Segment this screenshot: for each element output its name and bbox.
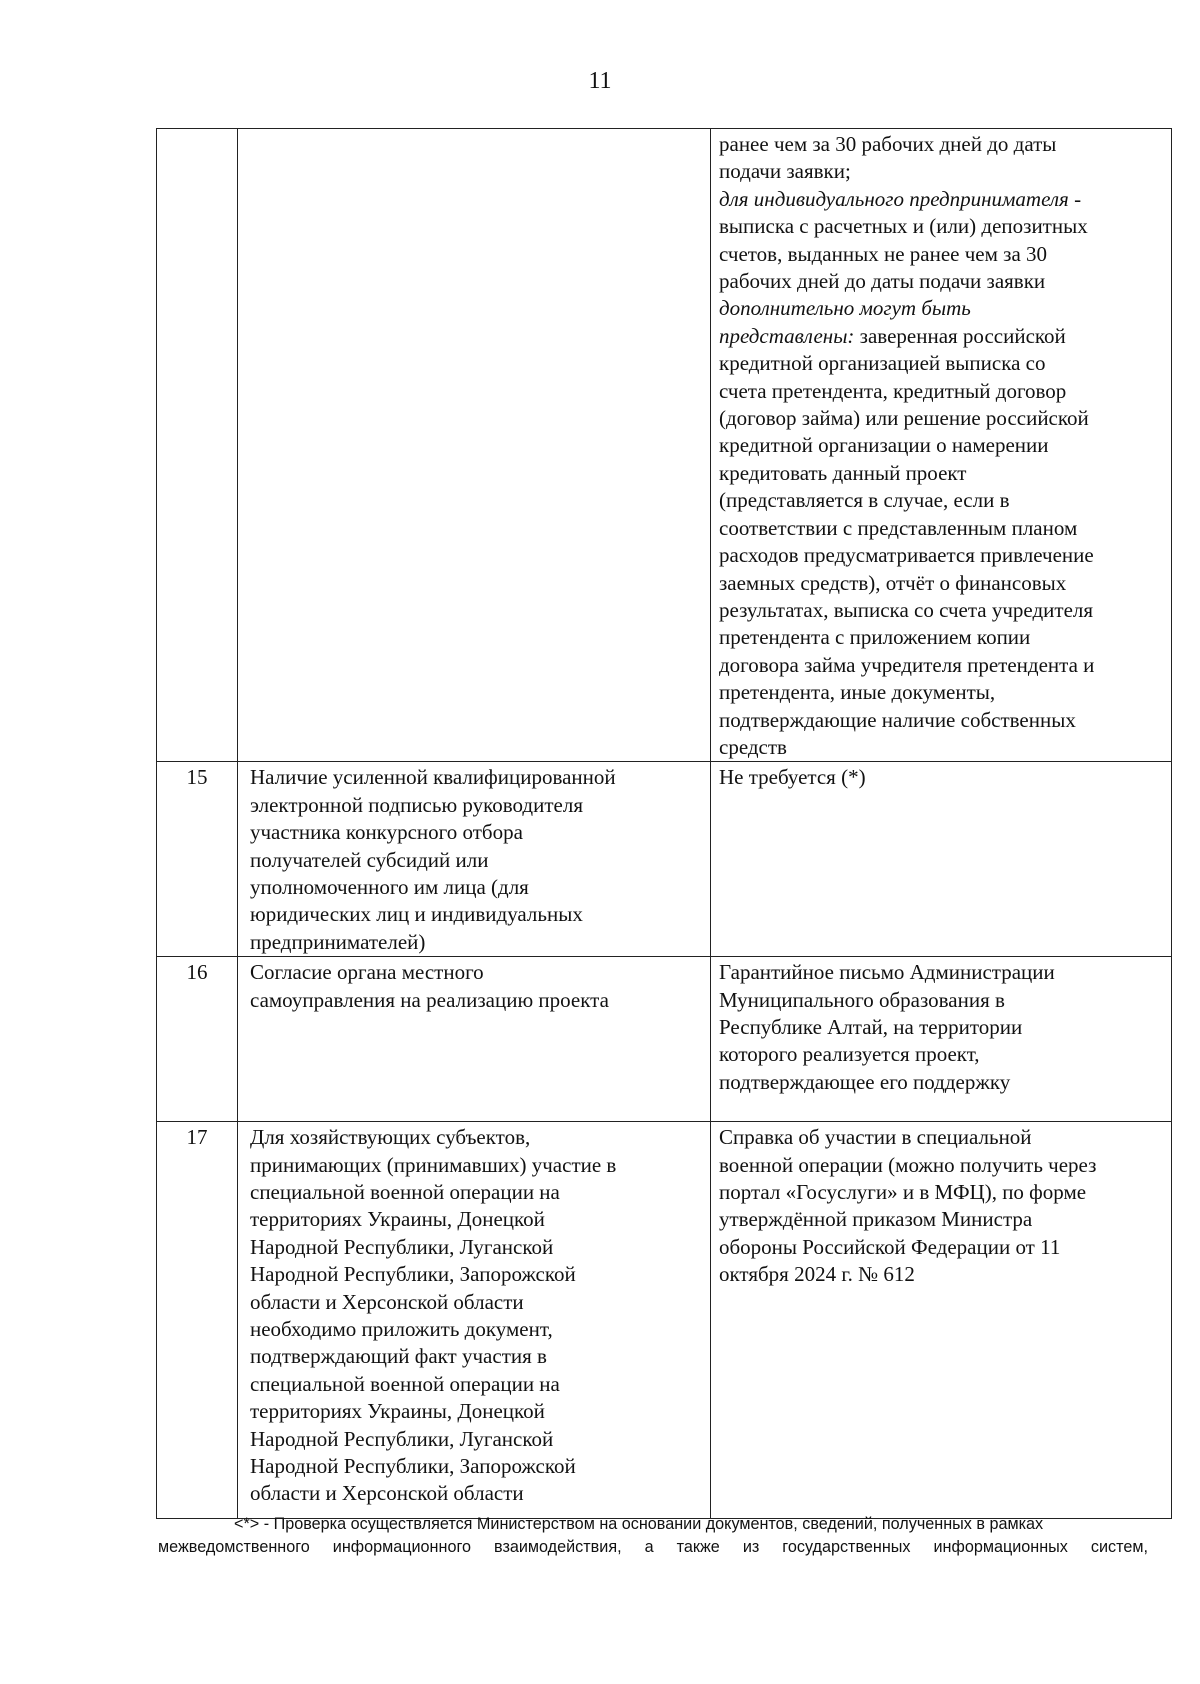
document-text-line [719, 295, 1171, 322]
document-text-line [719, 959, 1171, 986]
requirement-text-line: Для хозяйствующих субъектов, [250, 1125, 531, 1150]
row-number-cell: 15 [157, 762, 238, 957]
plain-text: соответствии с представленным планом [719, 515, 1078, 540]
table-row [157, 1122, 1172, 1519]
document-text-line [719, 323, 1171, 350]
plain-text: портал «Госуслуги» и в МФЦ), по форме [719, 1180, 1087, 1204]
document-text-line [719, 1069, 1171, 1096]
requirement-text-line: принимающих (принимавших) участие в [250, 1152, 617, 1177]
requirement-cell [238, 1122, 711, 1519]
row-number-cell: 17 [157, 1122, 238, 1519]
plain-text: кредитовать данный проект [719, 460, 967, 485]
plain-text: Справка об участии в специальной [719, 1125, 1032, 1150]
plain-text: (представляется в случае, если в [719, 488, 1010, 513]
document-text-line [719, 1234, 1171, 1261]
plain-text: подачи заявки; [719, 159, 851, 184]
document-text-line [719, 1041, 1171, 1068]
plain-text: (договор займа) или решение российской [719, 406, 1089, 431]
plain-text: рабочих дней до даты подачи заявки [719, 269, 1046, 294]
document-text-line [719, 1206, 1171, 1233]
requirement-text-line: юридических лиц и индивидуальных [250, 902, 583, 927]
document-text-line [719, 707, 1171, 734]
document-text-line [719, 597, 1171, 624]
document-text-line [719, 1124, 1171, 1151]
document-text-line [719, 213, 1171, 240]
requirement-text-line: Народной Республики, Луганской [250, 1234, 554, 1259]
requirements-table [156, 128, 1172, 1519]
document-text-line [719, 1261, 1171, 1288]
document-text-line [719, 241, 1171, 268]
plain-text: договора займа учредителя претендента и [719, 652, 1095, 677]
requirement-text-line: необходимо приложить документ, [250, 1317, 553, 1342]
requirement-cell [238, 129, 711, 762]
plain-text: которого реализуется проект, [719, 1042, 980, 1067]
row-number-cell [157, 129, 238, 762]
requirement-text-line: предпринимателей) [250, 929, 426, 954]
document-text-line [719, 158, 1171, 185]
plain-text: результатах, выписка со счета учредителя [719, 597, 1094, 622]
document-text-line [719, 268, 1171, 295]
requirement-cell [238, 957, 711, 1122]
document-text-line [719, 734, 1171, 761]
footnote [158, 1513, 1148, 1559]
plain-text: претендента, иные документы, [719, 680, 996, 705]
requirement-text-line: специальной военной операции на [250, 1371, 560, 1396]
document-cell [711, 957, 1172, 1122]
document-text-line [719, 460, 1171, 487]
document-text-line [719, 542, 1171, 569]
page-number: 11 [588, 68, 612, 94]
plain-text: счетов, выданных не ранее чем за 30 [719, 241, 1048, 266]
document-text-line [719, 624, 1171, 651]
requirement-text-line: электронной подписью руководителя [250, 792, 583, 817]
plain-text: выписка с расчетных и (или) депозитных [719, 214, 1088, 239]
document-text-line [719, 186, 1171, 213]
requirement-text-line: Согласие органа местного [250, 960, 484, 985]
requirement-text-line: области и Херсонской области [250, 1481, 524, 1506]
document-text-line [719, 570, 1171, 597]
plain-text: военной операции (можно получить через [719, 1152, 1097, 1177]
table-row [157, 129, 1172, 762]
plain-text: Гарантийное письмо Администрации [719, 960, 1055, 985]
document-text-line [719, 987, 1171, 1014]
document-text-line [719, 487, 1171, 514]
plain-text: октября 2024 г. № 612 [719, 1262, 915, 1287]
plain-text: утверждённой приказом Министра [719, 1207, 1033, 1232]
requirement-text-line: подтверждающий факт участия в [250, 1344, 547, 1369]
requirement-text-line: территориях Украины, Донецкой [250, 1207, 545, 1232]
document-text-line [719, 515, 1171, 542]
document-cell [711, 129, 1172, 762]
table-row [157, 957, 1172, 1122]
italic-text: представлены: [719, 323, 855, 348]
requirement-cell [238, 762, 711, 957]
plain-text: счета претендента, кредитный договор [719, 378, 1067, 403]
requirement-text-line: участника конкурсного отбора [250, 820, 523, 845]
document-text-line [719, 405, 1171, 432]
requirement-text-line: территориях Украины, Донецкой [250, 1399, 545, 1424]
document-text-line [719, 1014, 1171, 1041]
plain-text: ранее чем за 30 рабочих дней до даты [719, 132, 1057, 156]
requirement-text-line: Народной Республики, Запорожской [250, 1262, 576, 1287]
plain-text: заверенная российской [854, 323, 1066, 348]
document-text-line [719, 131, 1171, 158]
footnote-line: межведомственного информационного взаимодействия, а также из государственных информационных систем, [158, 1538, 1148, 1556]
requirement-text-line: уполномоченного им лица (для [250, 874, 529, 899]
document-cell [711, 1122, 1172, 1519]
document-text-line [719, 378, 1171, 405]
plain-text: подтверждающее его поддержку [719, 1069, 1011, 1094]
requirement-text-line: Наличие усиленной квалифицированной [250, 765, 616, 790]
document-text-line [719, 1152, 1171, 1179]
italic-text: дополнительно могут быть [719, 296, 971, 321]
footnote-line: <*> - Проверка осуществляется Министерством на основании документов, сведений, полученных в рамках [234, 1515, 1044, 1533]
plain-text: Республике Алтай, на территории [719, 1015, 1023, 1039]
plain-text: средств [719, 734, 787, 759]
document-text-line [719, 350, 1171, 377]
plain-text: Муниципального образования в [719, 987, 1005, 1012]
requirement-text-line: Народной Республики, Запорожской [250, 1454, 576, 1479]
document-cell [711, 762, 1172, 957]
requirement-text-line: области и Херсонской области [250, 1289, 524, 1314]
document-text-line [719, 1179, 1171, 1206]
plain-text: Не требуется (*) [719, 765, 866, 790]
requirement-text-line: специальной военной операции на [250, 1180, 560, 1204]
plain-text: расходов предусматривается привлечение [719, 543, 1094, 568]
table-row [157, 762, 1172, 957]
plain-text: претендента с приложением копии [719, 625, 1031, 650]
document-text-line [719, 432, 1171, 459]
plain-text: - [1068, 186, 1082, 211]
plain-text: обороны Российской Федерации от 11 [719, 1234, 1061, 1259]
requirement-text-line: самоуправления на реализацию проекта [250, 987, 609, 1012]
requirement-text-line: получателей субсидий или [250, 847, 489, 872]
plain-text: кредитной организацией выписка со [719, 351, 1046, 376]
document-text-line [719, 679, 1171, 706]
document-text-line [719, 652, 1171, 679]
plain-text: заемных средств), отчёт о финансовых [719, 570, 1067, 595]
requirement-text-line: Народной Республики, Луганской [250, 1426, 554, 1451]
document-text-line [719, 764, 1171, 791]
row-number-cell: 16 [157, 957, 238, 1122]
plain-text: кредитной организации о намерении [719, 433, 1049, 458]
italic-text: для индивидуального предпринимателя [719, 186, 1069, 211]
plain-text: подтверждающие наличие собственных [719, 707, 1076, 732]
